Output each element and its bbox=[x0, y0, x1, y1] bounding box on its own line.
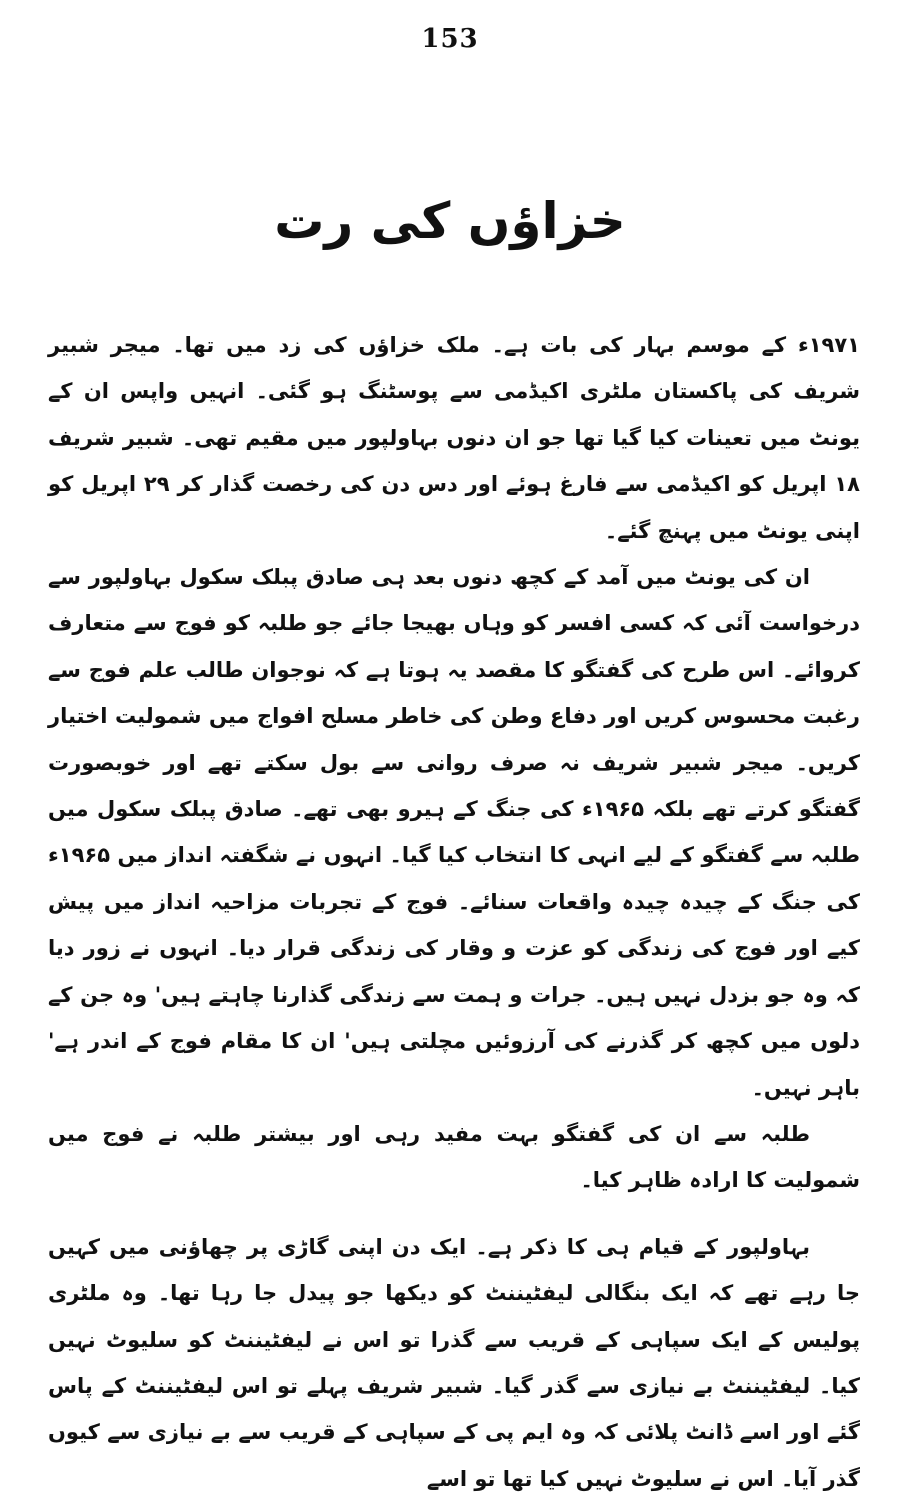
paragraph: ۱۹۷۱ء کے موسم بہار کی بات ہے۔ ملک خزاؤں کی زد میں تھا۔ میجر شبیر شریف کی پاکستان ملٹری اکیڈمی سے پوسٹنگ ہو گئی۔ انہیں واپس ان کے یونٹ میں تعینات کیا گیا تھا جو ان دنوں بہاولپور میں مقیم تھی۔ شبیر شریف ۱۸ اپریل کو اکیڈمی سے فارغ ہوئے اور دس دن کی رخصت گذار کر ۲۹ اپریل کو اپنی یونٹ میں پہنچ گئے۔ bbox=[48, 333, 860, 543]
paragraph: طلبہ سے ان کی گفتگو بہت مفید رہی اور بیشتر طلبہ نے فوج میں شمولیت کا ارادہ ظاہر کیا۔ bbox=[48, 1121, 860, 1193]
paragraph: ان کی یونٹ میں آمد کے کچھ دنوں بعد ہی صادق پبلک سکول بہاولپور سے درخواست آئی کہ کسی افسر کو وہاں بھیجا جائے جو طلبہ کو فوج سے متعارف کروائے۔ اس طرح کی گفتگو کا مقصد یہ ہوتا ہے کہ نوجوان طالب علم فوج سے رغبت محسوس کریں اور دفاع وطن کی خاطر مسلح افواج میں شمولیت اختیار کریں۔ میجر شبیر شریف نہ صرف روانی سے بول سکتے تھے اور خوبصورت گفتگو کرتے تھے بلکہ ۱۹۶۵ء کی جنگ کے ہیرو بھی تھے۔ صادق پبلک سکول میں طلبہ سے گفتگو کے لیے انہی کا انتخاب کیا گیا۔ انہوں نے شگفتہ انداز میں ۱۹۶۵ء کی جنگ کے چیدہ چیدہ واقعات سنائے۔ فوج کے تجربات مزاحیہ انداز میں پیش کیے اور فوج کی زندگی کو عزت و وقار کی زندگی قرار دیا۔ انہوں نے زور دیا کہ وہ جو بزدل نہیں ہیں۔ جرات و ہمت سے زندگی گذارنا چاہتے ہیں' وہ جن کے دلوں میں کچھ کر گذرنے کی آرزوئیں مچلتی ہیں' ان کا مقام فوج کے اندر ہے' باہر نہیں۔ bbox=[48, 565, 860, 1100]
chapter-title: خزاؤں کی رت bbox=[274, 192, 626, 250]
page-number: 153 bbox=[421, 24, 479, 54]
paragraph: بہاولپور کے قیام ہی کا ذکر ہے۔ ایک دن اپنی گاڑی پر چھاؤنی میں کہیں جا رہے تھے کہ ایک بنگالی لیفٹیننٹ کو دیکھا جو پیدل جا رہا تھا۔ وہ ملٹری پولیس کے ایک سپاہی کے قریب سے گذرا تو اس نے لیفٹیننٹ کو سلیوٹ نہیں کیا۔ لیفٹیننٹ بے نیازی سے گذر گیا۔ شبیر شریف پہلے تو اس لیفٹیننٹ کے پاس گئے اور اسے ڈانٹ پلائی کہ وہ ایم پی کے سپاہی کے قریب سے بے نیازی سے کیوں گذر آیا۔ اس نے سلیوٹ نہیں کیا تھا تو اسے bbox=[48, 1234, 860, 1491]
body-text bbox=[48, 322, 860, 1502]
